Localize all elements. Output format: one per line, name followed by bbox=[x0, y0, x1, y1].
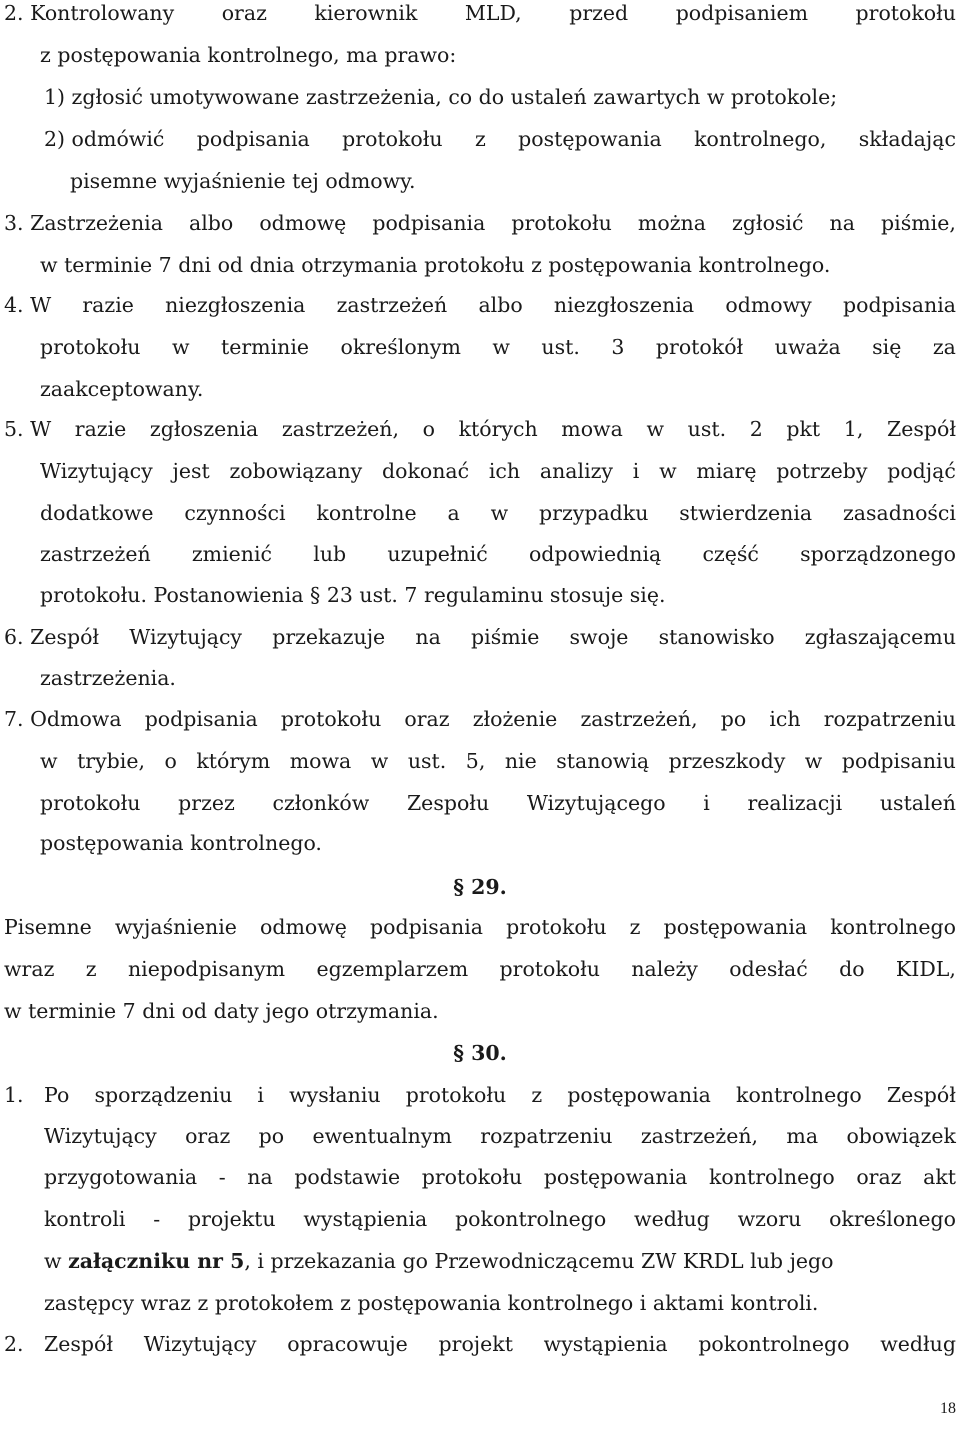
word: protokołu bbox=[342, 127, 443, 151]
word: ust. bbox=[541, 335, 580, 359]
paragraph-2-line-1 bbox=[4, 0, 956, 34]
word: należy bbox=[631, 957, 698, 981]
word: mowa bbox=[561, 417, 623, 441]
word: kontroli bbox=[44, 1207, 126, 1231]
page-number: 18 bbox=[940, 1400, 956, 1417]
word: Wizytującego bbox=[526, 791, 666, 815]
section-30-item-1-line-4 bbox=[44, 1198, 956, 1240]
word: trybie, bbox=[77, 749, 146, 773]
word: projekt bbox=[438, 1332, 513, 1356]
word: stanowią bbox=[556, 749, 650, 773]
word: z bbox=[531, 1083, 543, 1107]
word: Wizytujący bbox=[44, 1124, 157, 1148]
word: protokołu bbox=[511, 211, 612, 235]
section-30-item-2-line-1 bbox=[44, 1323, 956, 1365]
word: określonego bbox=[829, 1207, 956, 1231]
word: podpisania bbox=[196, 127, 310, 151]
word: piśmie bbox=[471, 625, 540, 649]
word: 3 bbox=[611, 335, 625, 359]
word: zgłosić bbox=[732, 211, 804, 235]
word: MLD, bbox=[464, 1, 522, 25]
word: 3. Zastrzeżenia bbox=[4, 211, 163, 235]
word: ich bbox=[769, 707, 801, 731]
word: podpisaniu bbox=[841, 749, 956, 773]
paragraph-7-line-3 bbox=[40, 782, 956, 824]
word: odesłać bbox=[729, 957, 808, 981]
word: na bbox=[829, 211, 855, 235]
word: dodatkowe bbox=[40, 501, 154, 525]
word: protokołu bbox=[421, 1165, 523, 1189]
word: mowa bbox=[289, 749, 352, 773]
word: przygotowania bbox=[44, 1165, 198, 1189]
word: wystąpienia bbox=[303, 1207, 428, 1231]
word: 2. Kontrolowany bbox=[4, 1, 175, 25]
word: swoje bbox=[569, 625, 629, 649]
word: protokołu bbox=[506, 915, 607, 939]
word: - bbox=[218, 1165, 226, 1189]
word: zastrzeżeń, bbox=[281, 417, 400, 441]
word: kontrolnego bbox=[709, 1165, 835, 1189]
word: zastrzeżeń bbox=[336, 293, 448, 317]
word: niepodpisanym bbox=[127, 957, 286, 981]
word: - bbox=[153, 1207, 161, 1231]
word: Zespół bbox=[886, 1083, 956, 1107]
word: przed bbox=[569, 1, 629, 25]
word: zobowiązany bbox=[229, 459, 363, 483]
word: sporządzonego bbox=[800, 542, 956, 566]
word: w bbox=[171, 335, 190, 359]
paragraph-2-item-1: 1) zgłosić umotywowane zastrzeżenia, co do ustaleń zawartych w protokole; bbox=[44, 85, 838, 109]
text-segment: w bbox=[44, 1249, 69, 1273]
word: ewentualnym bbox=[312, 1124, 452, 1148]
word: postępowania bbox=[663, 915, 808, 939]
paragraph-7-line-4: postępowania kontrolnego. bbox=[40, 831, 322, 855]
word: Wizytujący bbox=[129, 625, 243, 649]
word: wystąpienia bbox=[543, 1332, 668, 1356]
word: podjąć bbox=[887, 459, 956, 483]
paragraph-2-line-2: z postępowania kontrolnego, ma prawo: bbox=[40, 43, 457, 67]
word: w bbox=[40, 749, 58, 773]
word: analizy bbox=[539, 459, 614, 483]
word: ich bbox=[488, 459, 521, 483]
word: przez bbox=[178, 791, 235, 815]
word: protokołu bbox=[499, 957, 600, 981]
word: kontrolnego bbox=[736, 1083, 862, 1107]
word: określonym bbox=[340, 335, 461, 359]
section-29-line-1 bbox=[4, 906, 956, 948]
word: protokołu bbox=[40, 791, 141, 815]
word: Zespół bbox=[44, 1332, 114, 1356]
word: wysłaniu bbox=[289, 1083, 381, 1107]
word: na bbox=[415, 625, 441, 649]
word: stwierdzenia bbox=[679, 501, 813, 525]
word: Pisemne bbox=[4, 915, 92, 939]
word: wyjaśnienie bbox=[114, 915, 237, 939]
word: nie bbox=[504, 749, 537, 773]
word: których bbox=[458, 417, 538, 441]
word: ma bbox=[786, 1124, 819, 1148]
paragraph-5-line-2 bbox=[40, 450, 956, 492]
word: jest bbox=[172, 459, 210, 483]
word: potrzeby bbox=[776, 459, 868, 483]
word: protokołu bbox=[855, 1, 956, 25]
word: 7. Odmowa bbox=[4, 707, 122, 731]
word: oraz bbox=[404, 707, 450, 731]
paragraph-5-line-1 bbox=[4, 408, 956, 450]
word: zastrzeżeń bbox=[40, 542, 151, 566]
word: w bbox=[492, 335, 510, 359]
word: protokołu bbox=[405, 1083, 507, 1107]
word: podpisaniem bbox=[675, 1, 809, 25]
paragraph-2-item-2-line-1 bbox=[44, 118, 956, 160]
word: odmowę bbox=[259, 211, 347, 235]
word: ust. bbox=[407, 749, 447, 773]
word: kontrolne bbox=[316, 501, 417, 525]
word: zasadności bbox=[842, 501, 956, 525]
word: i bbox=[257, 1083, 264, 1107]
word: podpisania bbox=[842, 293, 956, 317]
word: z bbox=[85, 957, 97, 981]
word: i bbox=[703, 791, 710, 815]
word: albo bbox=[478, 293, 523, 317]
word: 2 bbox=[749, 417, 763, 441]
section-29-line-2 bbox=[4, 948, 956, 990]
word: 4. W bbox=[4, 293, 52, 317]
word: oraz bbox=[856, 1165, 902, 1189]
word: złożenie bbox=[472, 707, 558, 731]
word: pokontrolnego bbox=[455, 1207, 607, 1231]
word: przeszkody bbox=[668, 749, 786, 773]
word: kierownik bbox=[314, 1, 418, 25]
word: rozpatrzeniu bbox=[823, 707, 956, 731]
word: egzemplarzem bbox=[316, 957, 469, 981]
paragraph-5-line-3 bbox=[40, 492, 956, 534]
word: Wizytujący bbox=[40, 459, 153, 483]
word: zastrzeżeń, bbox=[580, 707, 698, 731]
word: lub bbox=[313, 542, 347, 566]
word: się bbox=[872, 335, 902, 359]
word: o bbox=[422, 417, 435, 441]
word: podstawie bbox=[294, 1165, 401, 1189]
paragraph-3-line-2: w terminie 7 dni od dnia otrzymania protokołu z postępowania kontrolnego. bbox=[40, 253, 831, 277]
word: z bbox=[474, 127, 486, 151]
word: razie bbox=[74, 417, 127, 441]
word: Wizytujący bbox=[143, 1332, 257, 1356]
word: niezgłoszenia bbox=[165, 293, 306, 317]
section-30-item-1-line-5 bbox=[44, 1240, 834, 1282]
word: stanowisko bbox=[658, 625, 775, 649]
word: 2) odmówić bbox=[44, 127, 165, 151]
section-30-item-2-number: 2. bbox=[4, 1332, 24, 1356]
word: wraz bbox=[4, 957, 55, 981]
paragraph-7-line-1 bbox=[4, 698, 956, 740]
word: podpisania bbox=[144, 707, 258, 731]
word: Zespołu bbox=[406, 791, 490, 815]
word: albo bbox=[189, 211, 234, 235]
word: odpowiednią bbox=[528, 542, 662, 566]
word: pokontrolnego bbox=[698, 1332, 850, 1356]
paragraph-7-line-2 bbox=[40, 740, 956, 782]
word: składając bbox=[858, 127, 956, 151]
paragraph-5-line-5: protokołu. Postanowienia § 23 ust. 7 regulaminu stosuje się. bbox=[40, 583, 666, 607]
word: terminie bbox=[221, 335, 310, 359]
section-30-item-1-line-1 bbox=[44, 1074, 956, 1116]
word: sporządzeniu bbox=[94, 1083, 233, 1107]
word: uważa bbox=[774, 335, 841, 359]
word: piśmie, bbox=[881, 211, 956, 235]
word: w bbox=[804, 749, 823, 773]
section-30-item-1-line-2 bbox=[44, 1115, 956, 1157]
word: 6. Zespół bbox=[4, 625, 100, 649]
word: na bbox=[247, 1165, 273, 1189]
word: akt bbox=[923, 1165, 956, 1189]
word: oraz bbox=[221, 1, 267, 25]
text-segment: , i przekazania go Przewodniczącemu ZW KRDL lub jego bbox=[244, 1249, 834, 1273]
word: podpisania bbox=[372, 211, 486, 235]
word: po bbox=[258, 1124, 285, 1148]
word: o bbox=[164, 749, 177, 773]
word: zastrzeżeń, bbox=[640, 1124, 759, 1148]
section-29-heading: § 29. bbox=[453, 875, 507, 899]
word: w bbox=[490, 501, 509, 525]
word: ust. bbox=[687, 417, 727, 441]
word: po bbox=[720, 707, 747, 731]
word: KIDL, bbox=[895, 957, 956, 981]
word: w bbox=[659, 459, 677, 483]
word: 1, bbox=[843, 417, 864, 441]
word: według bbox=[634, 1207, 710, 1231]
word: postępowania bbox=[567, 1083, 711, 1107]
word: protokołu bbox=[280, 707, 382, 731]
word: 5, bbox=[465, 749, 486, 773]
section-30-item-1-line-3 bbox=[44, 1156, 956, 1198]
word: wzoru bbox=[737, 1207, 802, 1231]
section-30-item-1-number: 1. bbox=[4, 1083, 24, 1107]
word: niezgłoszenia bbox=[553, 293, 695, 317]
word: obowiązek bbox=[846, 1124, 956, 1148]
word: zmienić bbox=[191, 542, 273, 566]
section-30-item-1-line-6: zastępcy wraz z protokołem z postępowania kontrolnego i aktami kontroli. bbox=[44, 1291, 819, 1315]
paragraph-5-line-4 bbox=[40, 533, 956, 575]
paragraph-6-line-1 bbox=[4, 616, 956, 658]
word: czynności bbox=[184, 501, 286, 525]
word: część bbox=[702, 542, 759, 566]
word: według bbox=[880, 1332, 956, 1356]
word: kontrolnego, bbox=[694, 127, 827, 151]
paragraph-6-line-2: zastrzeżenia. bbox=[40, 666, 176, 690]
word: oraz bbox=[185, 1124, 231, 1148]
paragraph-2-item-2-line-2: pisemne wyjaśnienie tej odmowy. bbox=[70, 169, 416, 193]
word: odmowę bbox=[259, 915, 347, 939]
attachment-reference: załączniku nr 5 bbox=[68, 1249, 245, 1273]
word: za bbox=[932, 335, 956, 359]
word: do bbox=[839, 957, 865, 981]
word: w bbox=[646, 417, 665, 441]
word: członków bbox=[272, 791, 370, 815]
word: miarę bbox=[696, 459, 757, 483]
word: protokołu bbox=[40, 335, 141, 359]
word: z bbox=[629, 915, 641, 939]
word: dokonać bbox=[381, 459, 470, 483]
word: uzupełnić bbox=[387, 542, 488, 566]
word: opracowuje bbox=[287, 1332, 408, 1356]
word: pkt bbox=[786, 417, 821, 441]
word: realizacji bbox=[747, 791, 843, 815]
word: 5. W bbox=[4, 417, 52, 441]
word: protokół bbox=[655, 335, 744, 359]
word: przypadku bbox=[539, 501, 649, 525]
word: podpisania bbox=[370, 915, 484, 939]
word: Zespół bbox=[886, 417, 956, 441]
word: projektu bbox=[187, 1207, 276, 1231]
word: postępowania bbox=[543, 1165, 688, 1189]
word: a bbox=[447, 501, 460, 525]
section-30-heading: § 30. bbox=[453, 1041, 507, 1065]
paragraph-4-line-3: zaakceptowany. bbox=[40, 377, 204, 401]
paragraph-4-line-1 bbox=[4, 284, 956, 326]
word: rozpatrzeniu bbox=[480, 1124, 613, 1148]
word: odmowy bbox=[725, 293, 812, 317]
paragraph-3-line-1 bbox=[4, 202, 956, 244]
word: można bbox=[637, 211, 706, 235]
word: w bbox=[370, 749, 389, 773]
word: przekazuje bbox=[272, 625, 386, 649]
section-29-line-3: w terminie 7 dni od daty jego otrzymania. bbox=[4, 999, 439, 1023]
paragraph-4-line-2 bbox=[40, 326, 956, 368]
word: i bbox=[632, 459, 640, 483]
word: postępowania bbox=[518, 127, 662, 151]
word: Po bbox=[44, 1083, 70, 1107]
word: kontrolnego bbox=[830, 915, 956, 939]
word: ustaleń bbox=[879, 791, 956, 815]
word: którym bbox=[196, 749, 271, 773]
word: razie bbox=[82, 293, 134, 317]
word: zgłoszenia bbox=[149, 417, 259, 441]
word: zgłaszającemu bbox=[804, 625, 956, 649]
